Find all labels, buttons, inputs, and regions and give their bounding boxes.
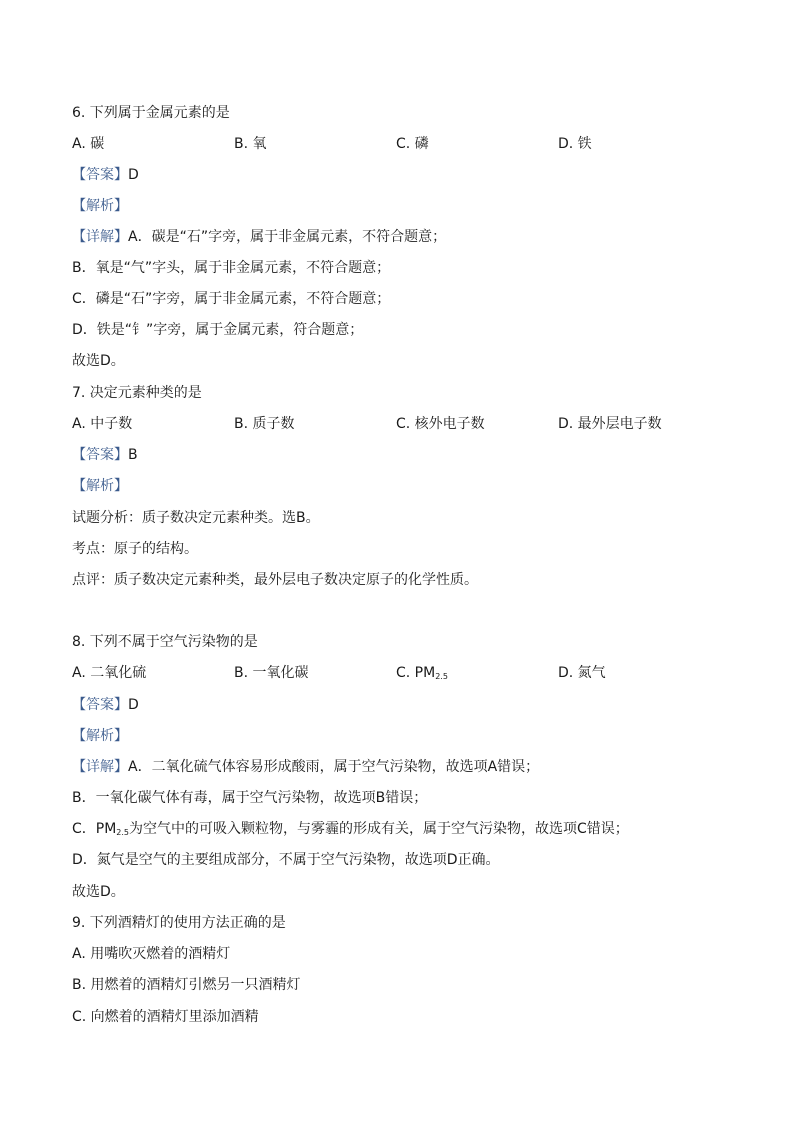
q7-option-d: D. 最外层电子数 xyxy=(558,416,662,432)
q7-options xyxy=(72,415,732,433)
answer-tag: 【答案】 xyxy=(72,447,128,463)
q6-option-d: D. 铁 xyxy=(558,136,592,152)
detail-text: A．二氧化硫气体容易形成酸雨，属于空气污染物，故选项A错误； xyxy=(128,759,540,775)
option-c-subscript: 2.5 xyxy=(435,672,448,681)
q9-option-a: A. 用嘴吹灭燃着的酒精灯 xyxy=(72,946,231,962)
q6-options xyxy=(72,135,732,153)
q8-detail-line-3 xyxy=(72,820,629,838)
q7-analysis-line-1: 试题分析：质子数决定元素种类。选B。 xyxy=(72,510,320,526)
q8-option-c xyxy=(396,664,448,682)
detail-tag: 【详解】 xyxy=(72,759,128,775)
q6-analysis-tag: 【解析】 xyxy=(72,198,128,214)
q6-option-c: C. 磷 xyxy=(396,136,429,152)
option-c-label: C. PM xyxy=(396,665,436,681)
q8-options xyxy=(72,664,732,682)
answer-value: B xyxy=(128,447,138,463)
answer-tag: 【答案】 xyxy=(72,167,128,183)
q7-answer xyxy=(72,446,138,464)
q6-detail-line-4: D．铁是“钅”字旁，属于金属元素，符合题意； xyxy=(72,322,364,338)
q8-detail-line-2: B．一氧化碳气体有毒，属于空气污染物，故选项B错误； xyxy=(72,790,428,806)
q7-option-a: A. 中子数 xyxy=(72,416,133,432)
q7-stem: 7. 决定元素种类的是 xyxy=(72,385,202,401)
q6-option-b: B. 氧 xyxy=(234,136,267,152)
detail-text: A．碳是“石”字旁，属于非金属元素，不符合题意； xyxy=(128,229,447,245)
q7-analysis-line-3: 点评：质子数决定元素种类，最外层电子数决定原子的化学性质。 xyxy=(72,572,478,588)
q7-option-b: B. 质子数 xyxy=(234,416,295,432)
q6-detail-line-3: C．磷是“石”字旁，属于非金属元素，不符合题意； xyxy=(72,291,391,307)
q8-option-a: A. 二氧化硫 xyxy=(72,665,147,681)
q7-analysis-line-2: 考点：原子的结构。 xyxy=(72,541,198,557)
q8-detail-line-1 xyxy=(72,758,539,776)
answer-value: D xyxy=(128,697,139,713)
detail-c-subscript: 2.5 xyxy=(116,828,130,837)
detail-c-rest: 为空气中的可吸入颗粒物，与雾霾的形成有关，属于空气污染物，故选项C错误； xyxy=(129,821,629,837)
detail-tag: 【详解】 xyxy=(72,229,128,245)
q6-detail-line-1 xyxy=(72,228,446,246)
q8-option-b: B. 一氧化碳 xyxy=(234,665,309,681)
q8-detail-line-4: D．氮气是空气的主要组成部分，不属于空气污染物，故选项D正确。 xyxy=(72,852,500,868)
q7-option-c: C. 核外电子数 xyxy=(396,416,485,432)
q9-option-c: C. 向燃着的酒精灯里添加酒精 xyxy=(72,1009,259,1025)
q8-analysis-tag: 【解析】 xyxy=(72,728,128,744)
q8-option-d: D. 氮气 xyxy=(558,665,606,681)
q8-stem: 8. 下列不属于空气污染物的是 xyxy=(72,634,258,650)
q9-option-b: B. 用燃着的酒精灯引燃另一只酒精灯 xyxy=(72,977,301,993)
q8-conclusion: 故选D。 xyxy=(72,884,125,900)
q7-analysis-tag: 【解析】 xyxy=(72,478,128,494)
q6-detail-line-2: B．氧是“气”字头，属于非金属元素，不符合题意； xyxy=(72,260,391,276)
q8-answer xyxy=(72,696,139,714)
answer-value: D xyxy=(128,167,139,183)
detail-c-prefix: C．PM xyxy=(72,821,117,837)
q6-conclusion: 故选D。 xyxy=(72,353,125,369)
q6-option-a: A. 碳 xyxy=(72,136,105,152)
q6-stem: 6. 下列属于金属元素的是 xyxy=(72,105,230,121)
q9-stem: 9. 下列酒精灯的使用方法正确的是 xyxy=(72,915,286,931)
q6-answer xyxy=(72,166,139,184)
answer-tag: 【答案】 xyxy=(72,697,128,713)
